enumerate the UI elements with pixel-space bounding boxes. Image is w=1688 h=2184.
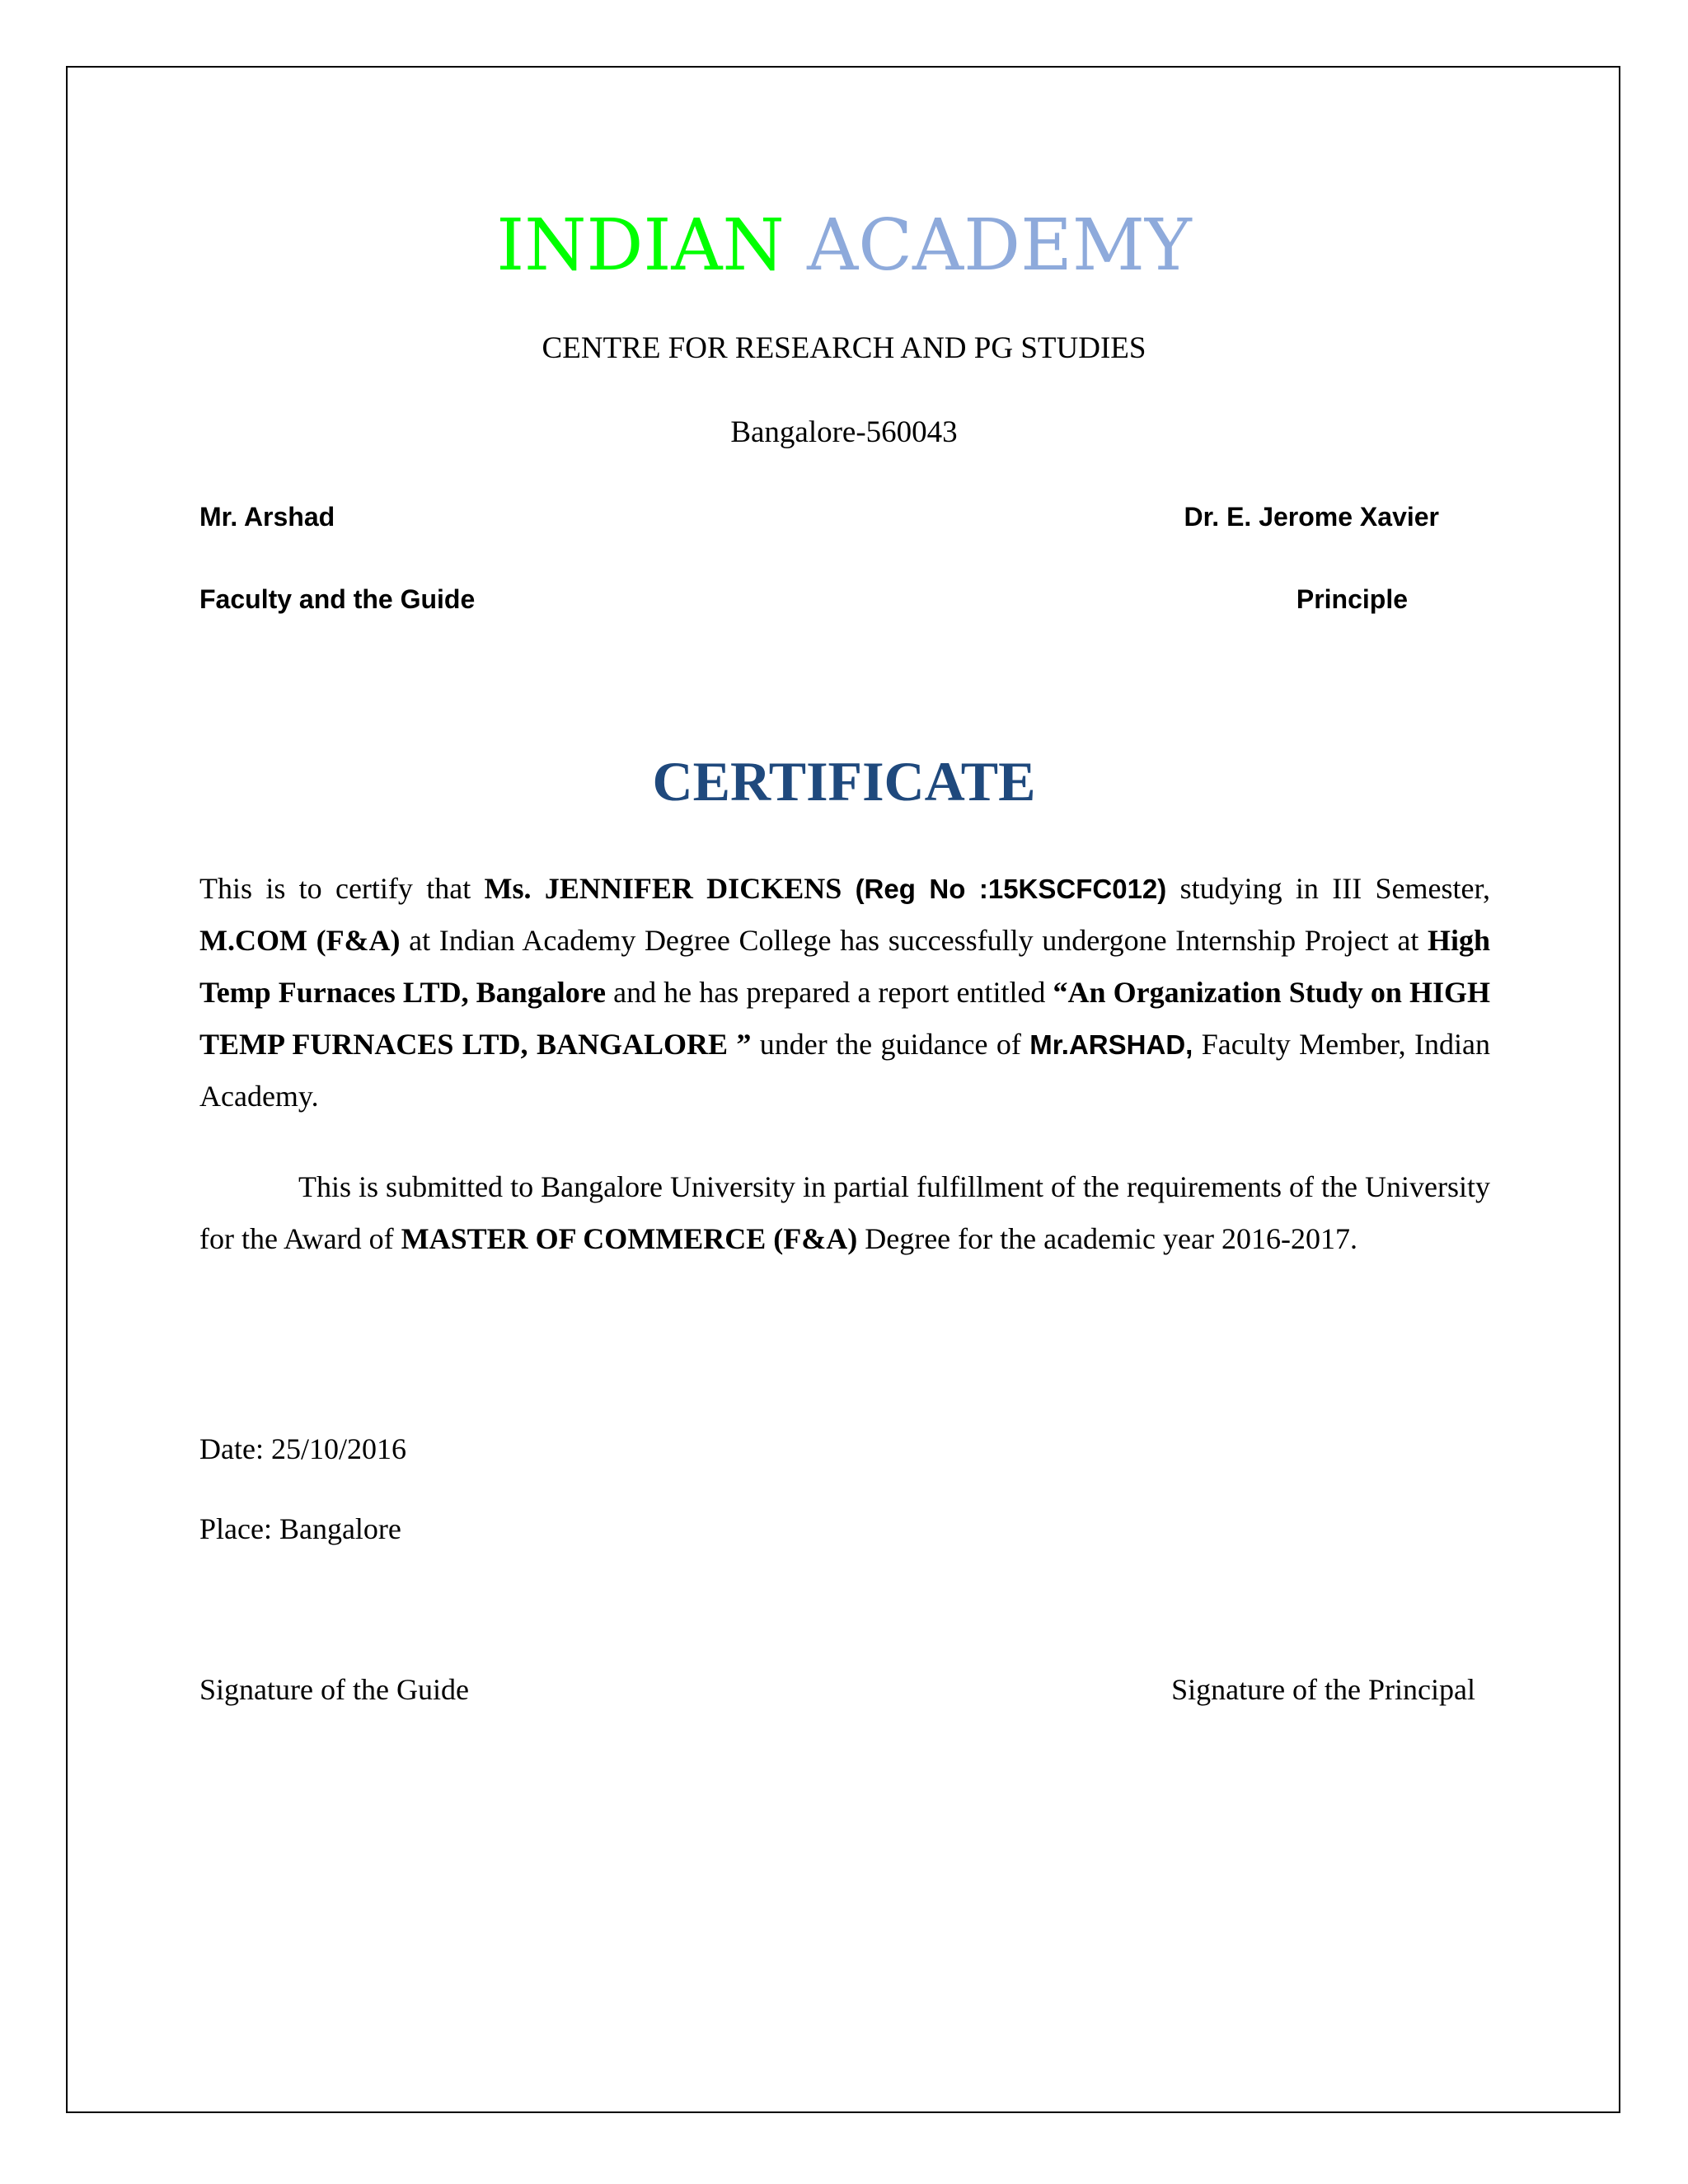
para1-intro: This is to certify that	[199, 872, 471, 905]
registration-number: (Reg No :15KSCFC012)	[855, 874, 1167, 904]
degree-name: MASTER OF COMMERCE (F&A)	[401, 1222, 858, 1255]
report-text: and he has prepared a report entitled	[613, 976, 1046, 1009]
certification-paragraph	[199, 863, 1490, 1122]
semester-text: studying in III Semester,	[1179, 872, 1491, 905]
guide-reference: Mr.ARSHAD,	[1029, 1029, 1193, 1060]
certificate-date: Date: 25/10/2016	[199, 1432, 406, 1465]
guide-role: Faculty and the Guide	[199, 584, 476, 614]
principal-role: Principle	[1296, 584, 1408, 614]
guidance-text: under the guidance of	[759, 1028, 1021, 1061]
report-title: “An Organization Study on HIGH TEMP FURNACES LTD, BANGALORE ”	[199, 976, 1491, 1061]
guide-signature-label: Signature of the Guide	[199, 1673, 469, 1706]
institution-title-academy: ACADEMY	[807, 204, 1192, 287]
company-name: High Temp Furnaces LTD, Bangalore	[199, 924, 1491, 1009]
para2-closing: Degree for the academic year 2016-2017.	[865, 1222, 1357, 1255]
para1-closing: Faculty Member, Indian Academy.	[199, 1028, 1491, 1113]
centre-name: CENTRE FOR RESEARCH AND PG STUDIES	[542, 331, 1146, 365]
principal-signature-label: Signature of the Principal	[1171, 1673, 1475, 1706]
institution-title-indian: INDIAN	[496, 204, 785, 287]
course-name: M.COM (F&A)	[199, 924, 401, 957]
institution-title	[0, 196, 1688, 295]
college-text: at Indian Academy Degree College has successfully undergone Internship Project at	[409, 924, 1419, 957]
para2-intro: This is submitted to Bangalore University in partial fulfillment of the requirements of the University for the Award of	[199, 1170, 1490, 1255]
institution-address: Bangalore-560043	[730, 415, 958, 449]
certificate-heading: CERTIFICATE	[652, 750, 1036, 813]
principal-name: Dr. E. Jerome Xavier	[1184, 502, 1439, 532]
certificate-place: Place: Bangalore	[199, 1512, 401, 1545]
submission-paragraph	[199, 1161, 1490, 1265]
guide-name: Mr. Arshad	[199, 502, 335, 532]
student-name: Ms. JENNIFER DICKENS	[484, 872, 842, 905]
